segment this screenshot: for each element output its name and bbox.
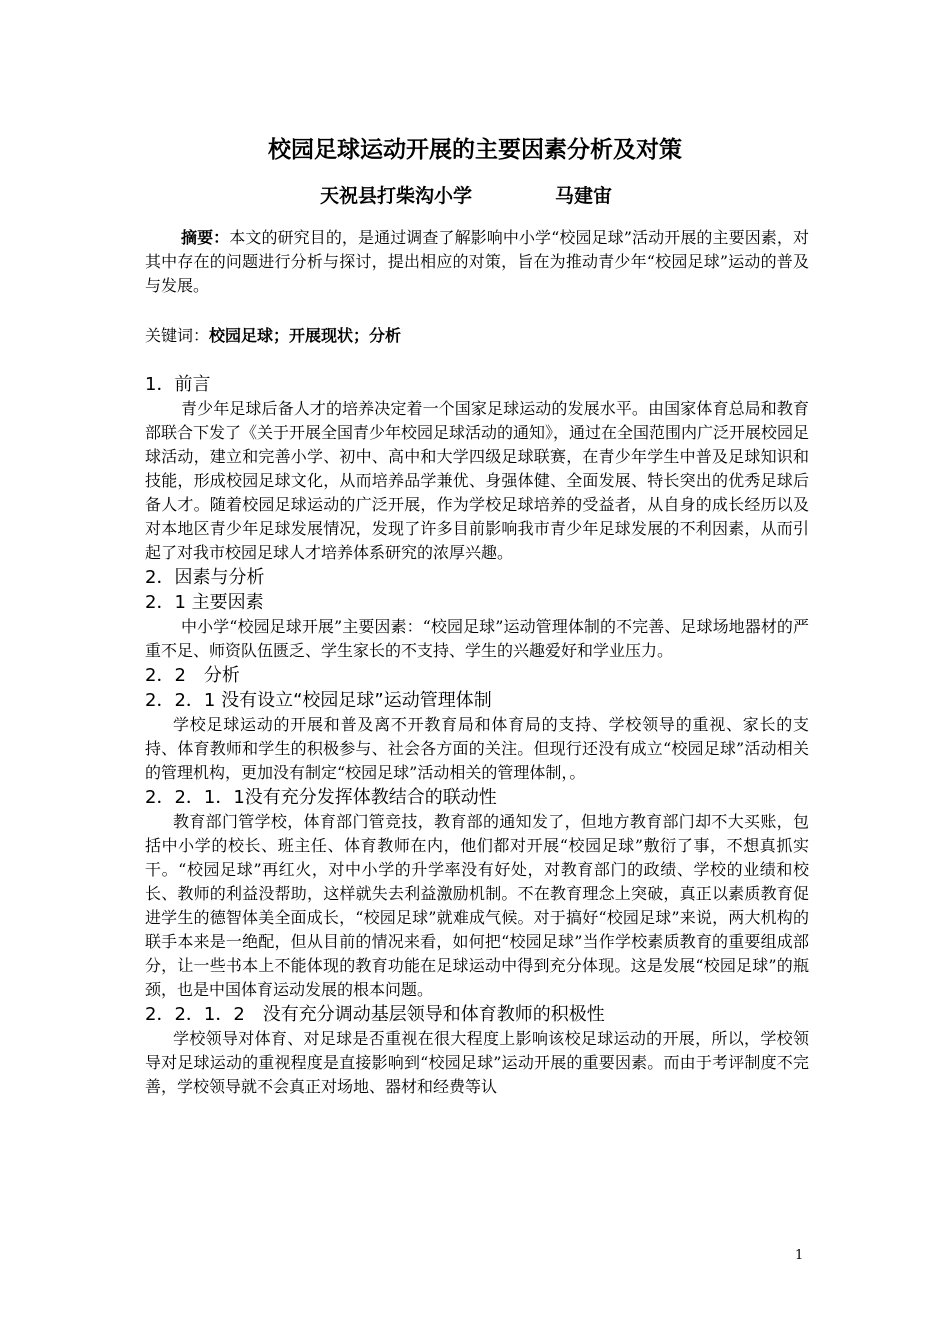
section-2-2-1-1-paragraph: 教育部门管学校，体育部门管竞技，教育部的通知发了，但地方教育部门却不大买账，包括中小学的校长、班主任、体育教师在内，他们都对开展“校园足球”敷衍了事，不想真抓实干。“校园足球”再红火，对中小学的升学率没有好处，对教育部门的政绩、学校的业绩和校长、教师的利益没帮助，这样就失去利益激励机制。不在教育理念上突破，真正以素质教育促进学生的德智体美全面成长，“校园足球”就难成气候。对于搞好“校园足球”来说，两大机构的联手本来是一绝配，但从目前的情况来看，如何把“校园足球”当作学校素质教育的重要组成部分，让一些书本上不能体现的教育功能在足球运动中得到充分体现。这是发展“校园足球”的瓶颈，也是中国体育运动发展的根本问题。	[145, 812, 809, 999]
abstract-paragraph	[145, 226, 809, 298]
keywords-line	[145, 324, 809, 348]
document-title: 校园足球运动开展的主要因素分析及对策	[268, 137, 682, 163]
keywords-value: 校园足球；开展现状；分析	[209, 326, 402, 345]
author-line	[320, 182, 720, 210]
section-heading-2-1: 2．1 主要因素	[145, 592, 264, 613]
abstract-label: 摘要：	[181, 228, 230, 247]
section-heading-2-2-1-1: 2．2．1．1没有充分发挥体教结合的联动性	[145, 787, 497, 808]
keywords-label: 关键词：	[145, 326, 210, 345]
section-heading-2-2-1-2: 2．2．1．2 没有充分调动基层领导和体育教师的积极性	[145, 1004, 605, 1025]
section-1-paragraph: 青少年足球后备人才的培养决定着一个国家足球运动的发展水平。由国家体育总局和教育部联合下发了《关于开展全国青少年校园足球活动的通知》，通过在全国范围内广泛开展校园足球活动，建立和完善小学、初中、高中和大学四级足球联赛，在青少年学生中普及足球知识和技能，形成校园足球文化，从而培养品学兼优、身强体健、全面发展、特长突出的优秀足球后备人才。随着校园足球运动的广泛开展，作为学校足球培养的受益者，从自身的成长经历以及对本地区青少年足球发展情况，发现了许多目前影响我市青少年足球发展的不利因素，从而引起了对我市校园足球人才培养体系研究的浓厚兴趣。	[145, 399, 810, 562]
section-heading-2-2-1: 2．2．1 没有设立“校园足球”运动管理体制	[145, 690, 492, 711]
section-heading-1: 1．前言	[145, 374, 211, 395]
section-heading-2-2: 2．2 分析	[145, 665, 240, 686]
section-2-1-paragraph: 中小学“校园足球开展”主要因素：“校园足球”运动管理体制的不完善、足球场地器材的严重不足、师资队伍匮乏、学生家长的不支持、学生的兴趣爱好和学业压力。	[145, 617, 809, 660]
author-name: 马建宙	[555, 185, 613, 207]
school-name: 天祝县打柴沟小学	[320, 185, 473, 207]
abstract-text: 本文的研究目的，是通过调查了解影响中小学“校园足球”活动开展的主要因素，对其中存在的问题进行分析与探讨，提出相应的对策，旨在为推动青少年“校园足球”运动的普及与发展。	[145, 228, 809, 295]
section-heading-2: 2．因素与分析	[145, 567, 265, 588]
section-2-2-1-paragraph: 学校足球运动的开展和普及离不开教育局和体育局的支持、学校领导的重视、家长的支持、体育教师和学生的积极参与、社会各方面的关注。但现行还没有成立“校园足球”活动相关的管理机构，更加没有制定“校园足球”活动相关的管理体制，。	[145, 715, 809, 782]
page-number: 1	[795, 1248, 804, 1263]
section-2-2-1-2-paragraph: 学校领导对体育、对足球是否重视在很大程度上影响该校足球运动的开展，所以，学校领导对足球运动的重视程度是直接影响到“校园足球”运动开展的重要因素。而由于考评制度不完善，学校领导就不会真正对场地、器材和经费等认	[145, 1029, 809, 1096]
document-body	[145, 226, 809, 1099]
